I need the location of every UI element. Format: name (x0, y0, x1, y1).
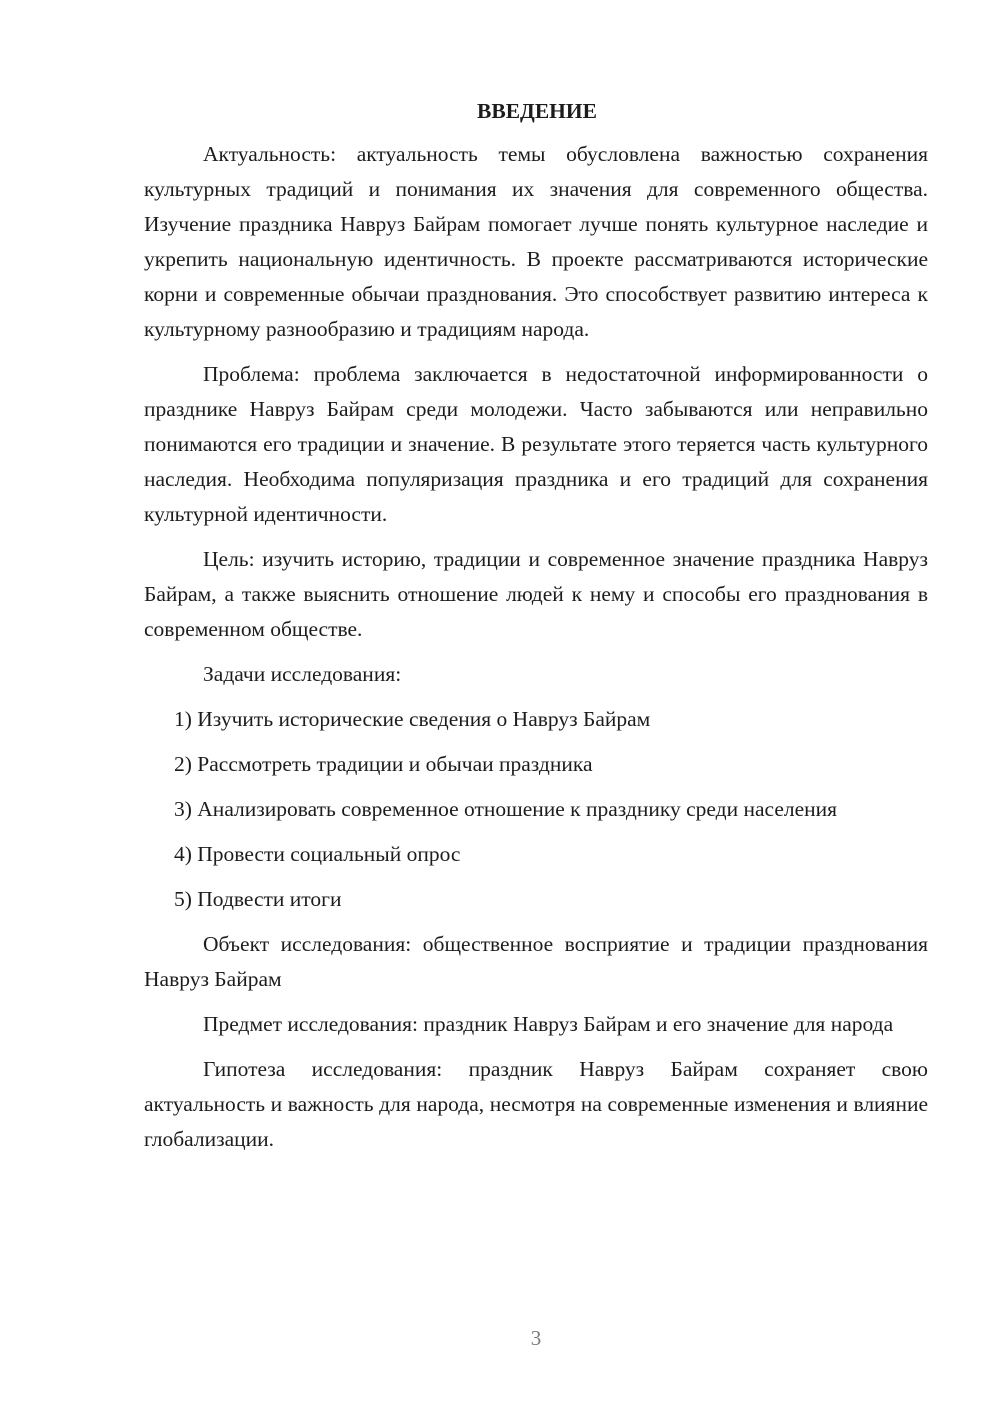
tasks-title: Задачи исследования: (203, 662, 402, 686)
task-item: 1) Изучить исторические сведения о Навруз Байрам (174, 707, 651, 731)
relevance-paragraph: Актуальность: актуальность темы обусловлена важностью сохранения культурных традиций и понимания их значения для современного общества. Изучение праздника Навруз Байрам помогает лучше понять культурное наследие и укрепить национальную идентичность. В проекте рассматриваются исторические корни и современные обычаи празднования. Это способствует развитию интереса к культурному разнообразию и традициям народа. (144, 142, 928, 341)
task-item: 4) Провести социальный опрос (174, 842, 461, 866)
task-item: 2) Рассмотреть традиции и обычаи праздника (174, 752, 593, 776)
document-page (144, 96, 928, 1167)
hypothesis-paragraph: Гипотеза исследования: праздник Навруз Байрам сохраняет свою актуальность и важность для народа, несмотря на современные изменения и влияние глобализации. (144, 1057, 928, 1151)
task-item: 3) Анализировать современное отношение к празднику среди населения (174, 797, 838, 821)
goal-paragraph: Цель: изучить историю, традиции и современное значение праздника Навруз Байрам, а также выяснить отношение людей к нему и способы его празднования в современном обществе. (144, 547, 928, 641)
section-heading: ВВЕДЕНИЕ (477, 99, 597, 123)
problem-paragraph: Проблема: проблема заключается в недостаточной информированности о празднике Навруз Байрам среди молодежи. Часто забываются или неправильно понимаются его традиции и значение. В результате этого теряется часть культурного наследия. Необходима популяризация праздника и его традиций для сохранения культурной идентичности. (144, 362, 928, 526)
task-item: 5) Подвести итоги (174, 887, 342, 911)
subject-paragraph: Предмет исследования: праздник Навруз Байрам и его значение для народа (203, 1012, 894, 1036)
object-paragraph: Объект исследования: общественное восприятие и традиции празднования Навруз Байрам (144, 932, 928, 991)
page-number: 3 (530, 1326, 542, 1350)
